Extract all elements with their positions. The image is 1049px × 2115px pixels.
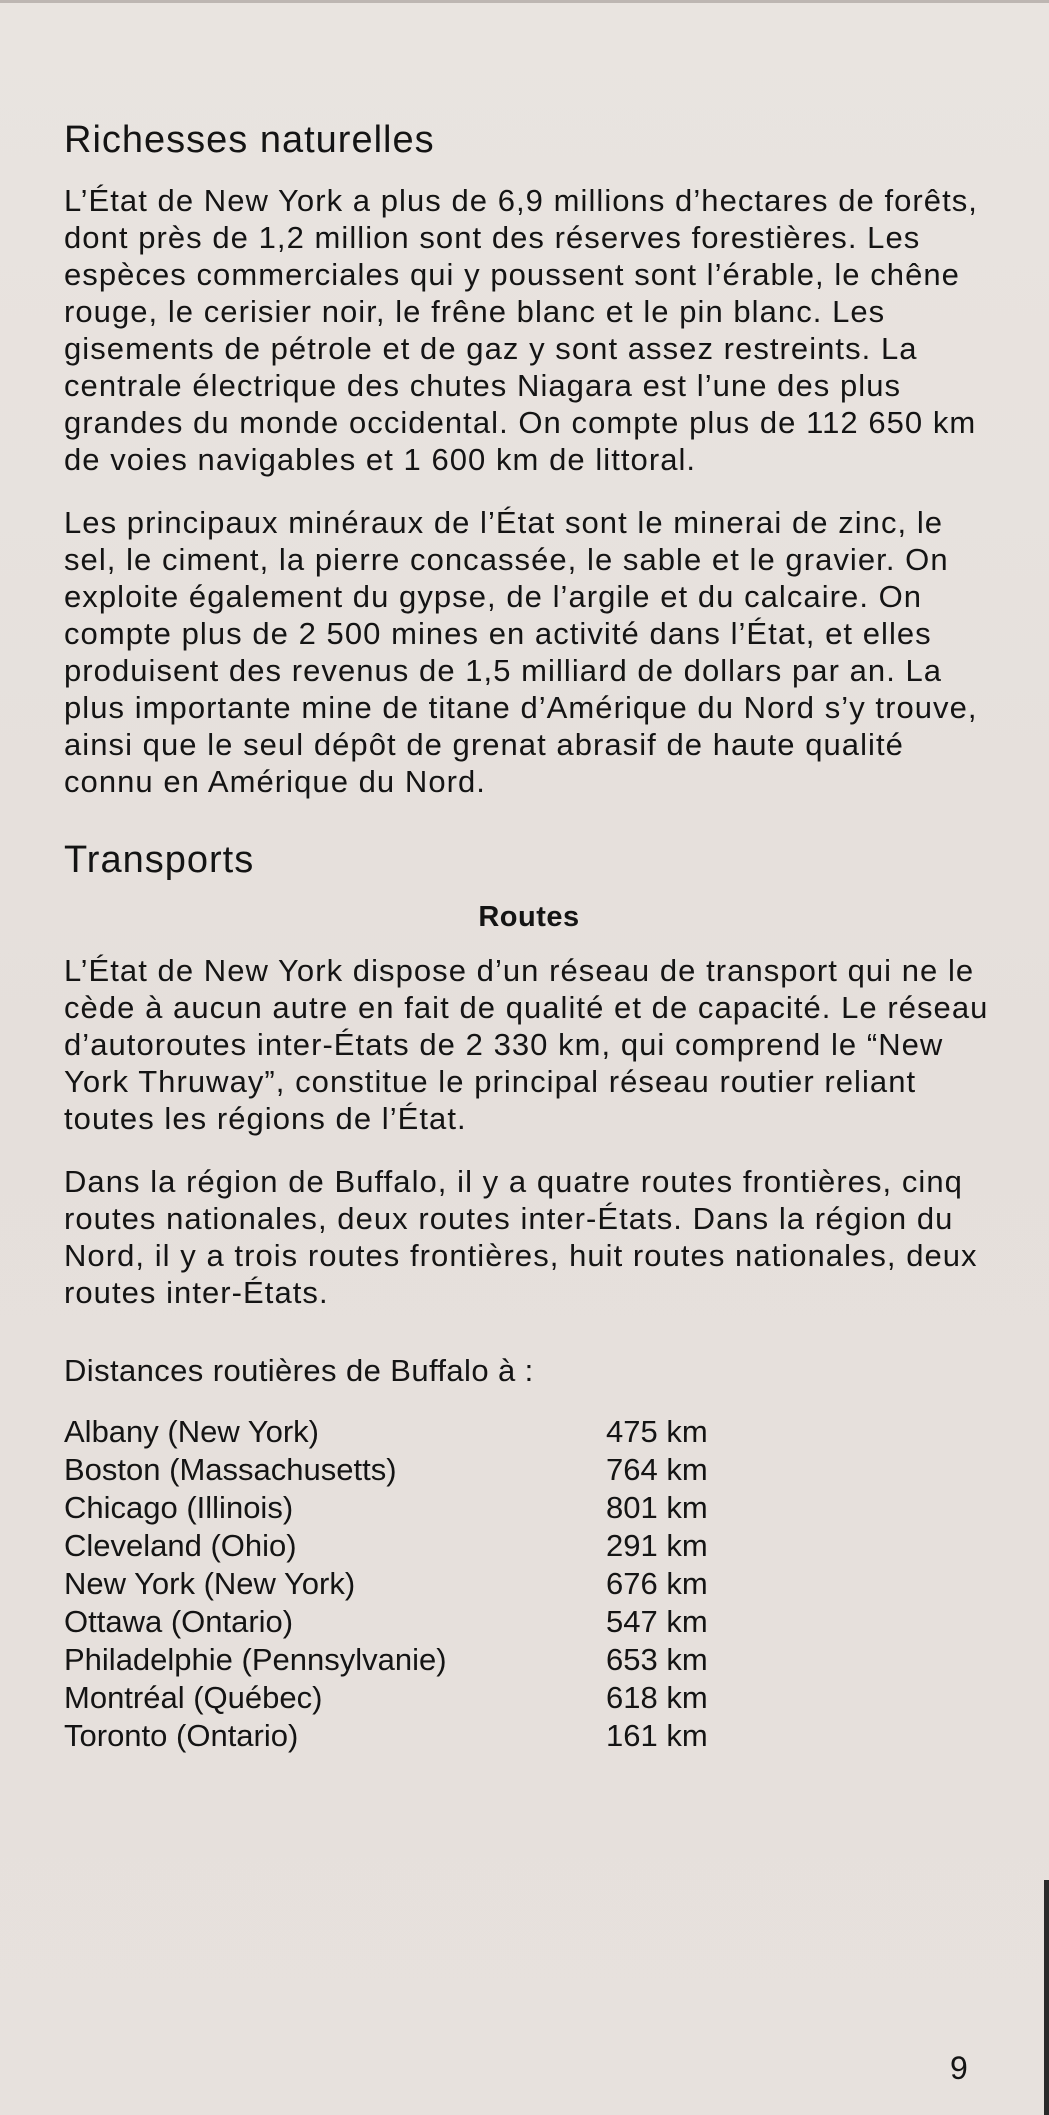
page-edge-mark (1044, 1880, 1049, 2115)
distance-km: 475 km (606, 1414, 708, 1450)
distance-city: Philadelphie (Pennsylvanie) (64, 1642, 447, 1678)
distance-city: New York (New York) (64, 1566, 356, 1602)
distance-km: 547 km (606, 1604, 708, 1640)
distance-city: Toronto (Ontario) (64, 1718, 299, 1754)
paragraph-minerals: Les principaux minéraux de l’État sont le minerai de zinc, le sel, le ciment, la pierre concassée, le sable et le gravier. On exploite également du gypse, de l’argile et du calcaire. On compte plus de 2 500 mines en activité dans l’État, et elles produisent des revenus de 1,5 milliard de dollars par an. La plus importante mine de titane d’Amérique du Nord s’y trouve, ainsi que le seul dépôt de grenat abrasif de haute qualité connu en Amérique du Nord. (64, 504, 978, 799)
distance-city: Montréal (Québec) (64, 1680, 323, 1716)
distance-city: Cleveland (Ohio) (64, 1528, 297, 1564)
distance-city: Chicago (Illinois) (64, 1490, 294, 1526)
distance-row (64, 1565, 994, 1603)
distance-km: 291 km (606, 1528, 708, 1564)
distance-row (64, 1641, 994, 1679)
distance-km: 653 km (606, 1642, 708, 1678)
distance-row (64, 1679, 994, 1717)
paragraph-road-network: L’État de New York dispose d’un réseau de transport qui ne le cède à aucun autre en fait de qualité et de capacité. Le réseau d’autoroutes inter-États de 2 330 km, qui comprend le “New York Thruway”, constitue le principal réseau routier reliant toutes les régions de l’État. (64, 953, 989, 1137)
distance-city: Boston (Massachusetts) (64, 1452, 397, 1488)
distance-row (64, 1489, 994, 1527)
paragraph-forests: L’État de New York a plus de 6,9 millions d’hectares de forêts, dont près de 1,2 million sont des réserves forestières. Les espèces commerciales qui y poussent sont l’érable, le chêne rouge, le cerisier noir, le frêne blanc et le pin blanc. Les gisements de pétrole et de gaz y sont assez restreints. La centrale électrique des chutes Niagara est l’une des plus grandes du monde occidental. On compte plus de 112 650 km de voies navigables et 1 600 km de littoral. (64, 182, 978, 477)
distance-row (64, 1413, 994, 1451)
distances-table (64, 1413, 994, 1755)
subheading-roads: Routes (478, 901, 580, 934)
distance-city: Ottawa (Ontario) (64, 1604, 294, 1640)
section-heading-transport: Transports (64, 838, 255, 881)
distance-row (64, 1451, 994, 1489)
top-rule (0, 0, 1049, 3)
distance-row (64, 1717, 994, 1755)
distances-title: Distances routières de Buffalo à : (64, 1353, 534, 1389)
distance-km: 801 km (606, 1490, 708, 1526)
page-content (64, 118, 994, 1755)
paragraph-buffalo-region: Dans la région de Buffalo, il y a quatre routes frontières, cinq routes nationales, deux routes inter-États. Dans la région du Nord, il y a trois routes frontières, huit routes nationales, deux routes inter-États. (64, 1164, 978, 1311)
section-heading-natural-resources: Richesses naturelles (64, 119, 435, 161)
distance-row (64, 1527, 994, 1565)
distance-km: 161 km (606, 1718, 708, 1754)
distance-km: 618 km (606, 1680, 708, 1716)
distance-km: 676 km (606, 1566, 708, 1602)
distance-row (64, 1603, 994, 1641)
distance-city: Albany (New York) (64, 1414, 320, 1450)
distance-km: 764 km (606, 1452, 708, 1488)
page-number: 9 (950, 2050, 968, 2086)
